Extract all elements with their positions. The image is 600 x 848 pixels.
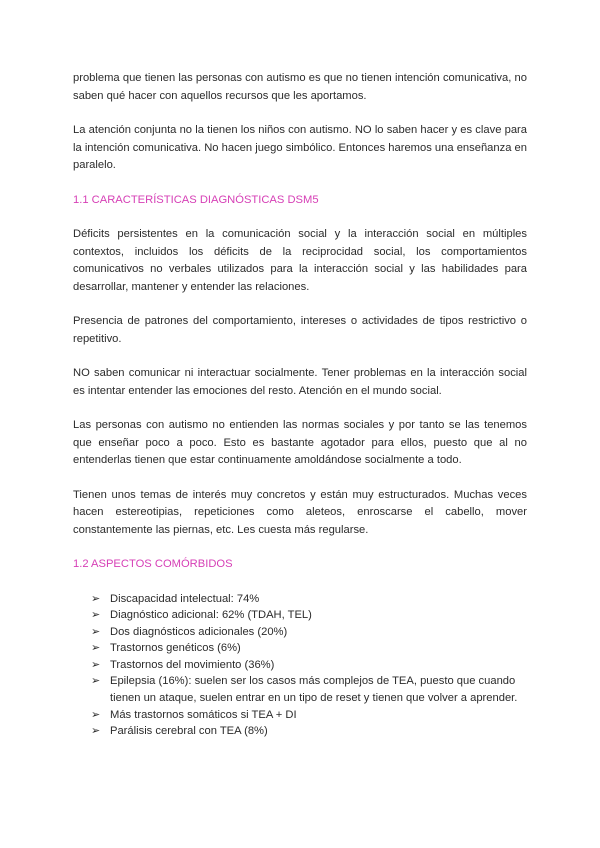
list-item [91,723,527,740]
list-item-text: Parálisis cerebral con TEA (8%) [110,725,268,738]
list-item [91,707,527,724]
body-paragraph: Déficits persistentes en la comunicación social y la interacción social en múltiples contextos, incluidos los déficits de la reciprocidad social, los comportamientos comunicativos no verbales utilizados para la interacción social y las habilidades para desarrollar, mantener y entender las relaciones. [73,228,527,293]
arrow-bullet-icon: ➢ [91,675,101,688]
body-paragraph: NO saben comunicar ni interactuar socialmente. Tener problemas en la interacción social es intentar entender las emociones del resto. Atención en el mundo social. [73,367,527,397]
arrow-bullet-icon: ➢ [91,642,101,655]
arrow-bullet-icon: ➢ [91,625,101,638]
section-heading: 1.1 CARACTERÍSTICAS DIAGNÓSTICAS DSM5 [73,193,319,206]
list-item [91,624,527,641]
arrow-bullet-icon: ➢ [91,708,101,721]
list-item [91,640,527,657]
list-item [91,673,527,706]
list-item-text: Discapacidad intelectual: 74% [110,592,260,605]
list-item-text: Trastornos del movimiento (36%) [110,658,275,671]
list-item-text: Más trastornos somáticos si TEA + DI [110,708,297,721]
list-item [91,657,527,674]
section-heading: 1.2 ASPECTOS COMÓRBIDOS [73,558,233,570]
arrow-bullet-icon: ➢ [91,658,101,671]
arrow-bullet-icon: ➢ [91,609,101,622]
body-paragraph: Las personas con autismo no entienden las normas sociales y por tanto se las tenemos que enseñar poco a poco. Esto es bastante agotador para ellos, puesto que al no entenderlas tienen que estar continuamente amoldándose socialmente a todo. [73,419,527,466]
comorbidity-list [73,591,527,740]
list-item [91,591,527,608]
body-paragraph: La atención conjunta no la tienen los niños con autismo. NO lo saben hacer y es clave para la intención comunicativa. No hacen juego simbólico. Entonces haremos una enseñanza en paralelo. [73,124,527,171]
arrow-bullet-icon: ➢ [91,725,101,738]
list-item-text: Trastornos genéticos (6%) [110,642,241,655]
list-item [91,607,527,624]
arrow-bullet-icon: ➢ [91,592,101,605]
list-item-text: Dos diagnósticos adicionales (20%) [110,625,288,638]
body-paragraph: Presencia de patrones del comportamiento, intereses o actividades de tipos restrictivo o repetitivo. [73,315,527,345]
list-item-text: Diagnóstico adicional: 62% (TDAH, TEL) [110,609,312,622]
list-item-text: Epilepsia (16%): suelen ser los casos más complejos de TEA, puesto que cuando tienen un ataque, suelen entrar en un tipo de reset y tienen que volver a aprender. [110,675,518,705]
body-paragraph: problema que tienen las personas con autismo es que no tienen intención comunicativa, no saben qué hacer con aquellos recursos que les aportamos. [73,72,527,102]
body-paragraph: Tienen unos temas de interés muy concretos y están muy estructurados. Muchas veces hacen estereotipias, repeticiones como aleteos, enroscarse el cabello, mover constantemente las piernas, etc. Les cuesta más regularse. [73,488,527,536]
